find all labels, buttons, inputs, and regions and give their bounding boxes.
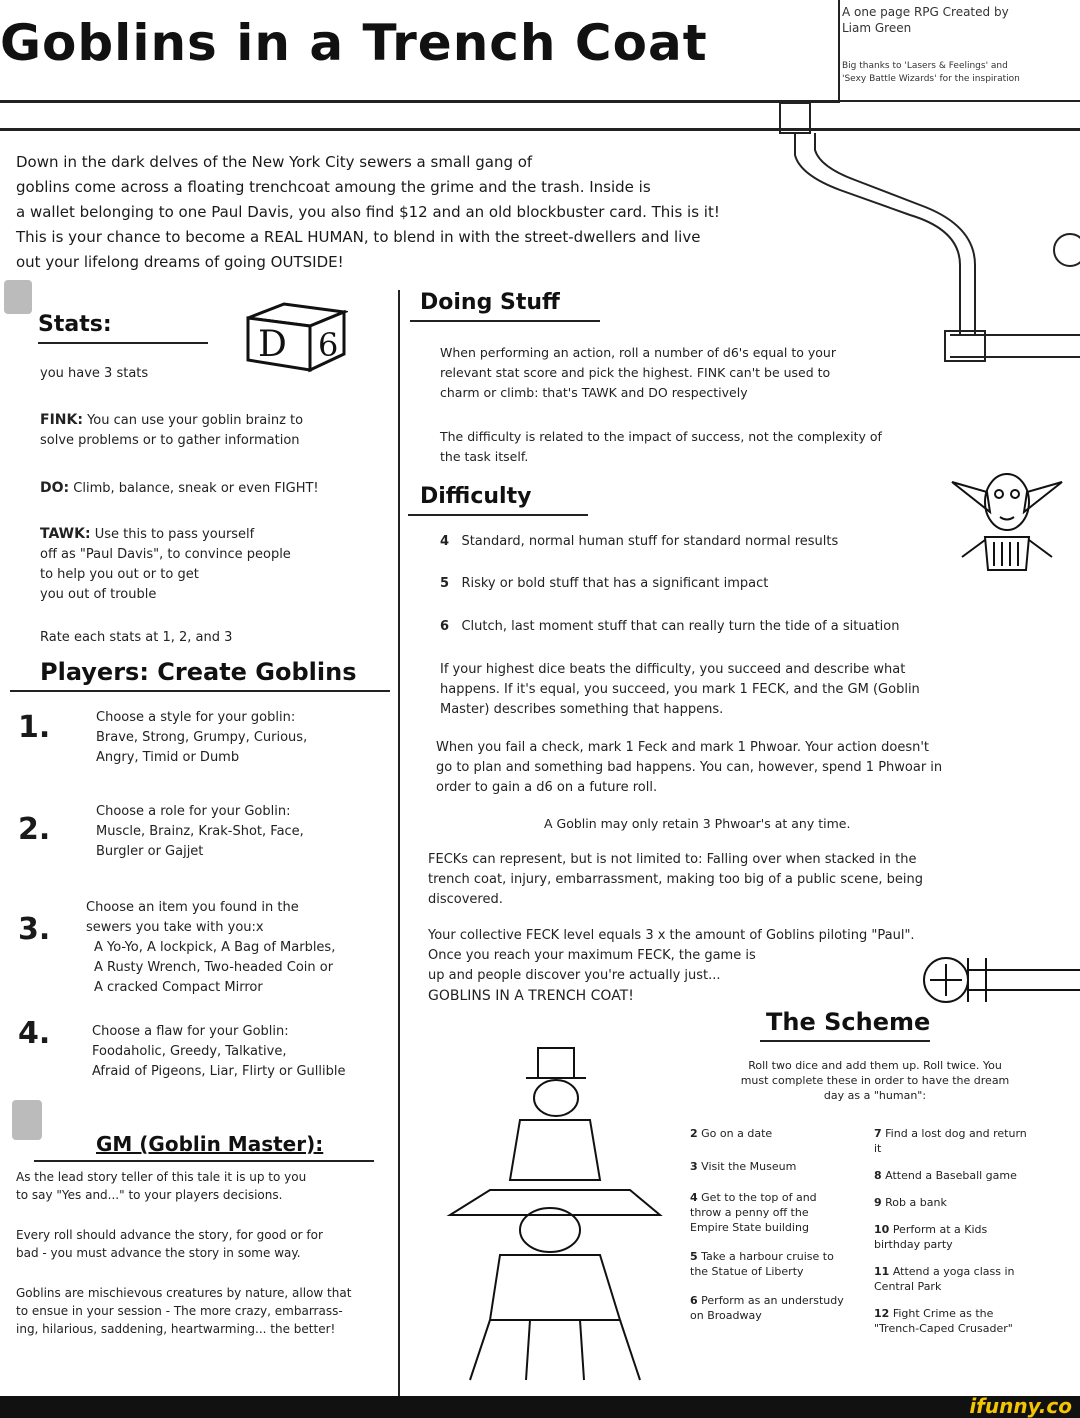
header-divider — [838, 0, 840, 103]
heading-underline — [760, 1040, 930, 1042]
phwoar-limit: A Goblin may only retain 3 Phwoar's at any time. — [544, 816, 851, 831]
difficulty-heading: Difficulty — [420, 484, 532, 509]
page-title: Goblins in a Trench Coat — [0, 14, 708, 72]
stats-heading: Stats: — [38, 312, 112, 337]
paper-icon — [12, 1100, 42, 1140]
step-3-lead: Choose an item you found in the — [86, 900, 299, 915]
scheme-intro: Roll two dice and add them up. Roll twice. You must complete these in order to have the dream day as a "human": — [740, 1059, 1010, 1102]
step-number: 4. — [18, 1016, 51, 1051]
scheme-item: 8 Attend a Baseball game — [874, 1169, 1017, 1182]
svg-text:D: D — [258, 324, 287, 365]
stat-do: DO: Climb, balance, sneak or even FIGHT! — [40, 480, 319, 496]
valve-illustration — [916, 940, 1080, 1040]
thanks-line: Big thanks to 'Lasers & Feelings' and — [842, 61, 1008, 71]
success-text: If your highest dice beats the difficulty, you succeed and describe what happens. If it's equal, you succeed, you mark 1 FECK, and the GM (Goblin Master) describes something that happens. — [440, 662, 920, 717]
d6-die-icon — [240, 294, 348, 374]
feck-level-text: Your collective FECK level equals 3 x the amount of Goblins piloting "Paul". Once you reach your maximum FECK, the game is up and people discover you're actually just... GOBLINS IN A TRENCH COAT! — [428, 928, 915, 1004]
scheme-list-left — [690, 1126, 850, 1323]
header-rule — [0, 100, 838, 103]
gm-text: As the lead story teller of this tale it is up to you to say "Yes and..." to your players decisions. Every roll should advance the story, for good or for bad - you must advance the story in some way. Goblins are mischievous creatures by nature, allow that to ensue in your session - The more crazy, embarrass- ing, hilarious, saddening, heartwarming... the better! — [16, 1170, 352, 1336]
stats-intro: you have 3 stats — [40, 366, 149, 381]
goblins-in-trenchcoat-illustration — [430, 1040, 680, 1390]
scheme-item: 4 Get to the top of and throw a penny off the Empire State building — [690, 1191, 817, 1234]
stat-fink: FINK: You can use your goblin brainz to solve problems or to gather information — [40, 412, 304, 448]
scheme-item: 6 Perform as an understudy on Broadway — [690, 1294, 844, 1322]
scheme-item: 9 Rob a bank — [874, 1196, 947, 1209]
scheme-item: 5 Take a harbour cruise to the Statue of Liberty — [690, 1250, 834, 1278]
doing-text: When performing an action, roll a number of d6's equal to your relevant stat score and pick the highest. FINK can't be used to charm or climb: that's TAWK and DO respectively — [440, 345, 836, 400]
scheme-item: 11 Attend a yoga class in Central Park — [874, 1265, 1015, 1293]
scheme-item: 2 Go on a date — [690, 1127, 773, 1140]
doing-heading: Doing Stuff — [420, 290, 560, 315]
feck-text: FECKs can represent, but is not limited to: Falling over when stacked in the trench coat, injury, embarrassment, making too big of a public scene, being discovered. — [428, 852, 924, 907]
scheme-heading: The Scheme — [766, 1008, 931, 1036]
step-number: 1. — [18, 710, 51, 745]
credit-block — [842, 4, 1078, 86]
step-2: Choose a role for your Goblin: Muscle, Brainz, Krak-Shot, Face, Burgler or Gajjet — [96, 804, 304, 859]
difficulty-row: 6 Clutch, last moment stuff that can really turn the tide of a situation — [440, 619, 900, 634]
difficulty-row: 5 Risky or bold stuff that has a significant impact — [440, 576, 769, 591]
heading-underline — [408, 514, 588, 516]
step-4: Choose a flaw for your Goblin: Foodaholic, Greedy, Talkative, Afraid of Pigeons, Liar, Flirty or Gullible — [92, 1024, 346, 1079]
heading-underline — [34, 1160, 374, 1162]
difficulty-row: 4 Standard, normal human stuff for standard normal results — [440, 534, 839, 549]
gm-heading: GM (Goblin Master): — [96, 1132, 324, 1156]
heading-underline — [38, 342, 208, 344]
credit-line: A one page RPG Created by — [842, 5, 1009, 19]
scheme-item: 7 Find a lost dog and return it — [874, 1127, 1027, 1155]
scheme-item: 3 Visit the Museum — [690, 1160, 797, 1173]
watermark-logo: ifunny.co — [969, 1394, 1072, 1418]
step-1: Choose a style for your goblin: Brave, Strong, Grumpy, Curious, Angry, Timid or Dumb — [96, 710, 308, 765]
author-name: Liam Green — [842, 21, 912, 35]
svg-text:6: 6 — [318, 326, 339, 364]
goblin-face-illustration — [942, 462, 1072, 592]
paper-icon — [4, 280, 32, 314]
column-divider — [398, 290, 400, 1396]
step-number: 3. — [18, 912, 51, 947]
stats-rate: Rate each stats at 1, 2, and 3 — [40, 630, 233, 645]
thanks-line: 'Sexy Battle Wizards' for the inspiration — [842, 74, 1020, 84]
step-number: 2. — [18, 812, 51, 847]
scheme-item: 10 Perform at a Kids birthday party — [874, 1223, 988, 1251]
players-heading: Players: Create Goblins — [40, 658, 357, 686]
scheme-list-right — [874, 1126, 1034, 1336]
heading-underline — [410, 320, 600, 322]
footer-bar — [0, 1396, 1080, 1418]
intro-text: Down in the dark delves of the New York City sewers a small gang of goblins come across a floating trenchcoat amoung the grime and the trash. Inside is a wallet belonging to one Paul Davis, you also find $12 and an old blockbuster card. This is it! This is your chance to become a REAL HUMAN, to blend in with the street-dwellers and live out your lifelong dreams of going OUTSIDE! — [16, 153, 720, 271]
doing-text-2: The difficulty is related to the impact of success, not the complexity of the task itself. — [440, 429, 882, 464]
fail-text: When you fail a check, mark 1 Feck and mark 1 Phwoar. Your action doesn't go to plan and something bad happens. You can, however, spend 1 Phwoar in order to gain a d6 on a future roll. — [436, 740, 943, 795]
step-3: sewers you take with you:x A Yo-Yo, A lockpick, A Bag of Marbles, A Rusty Wrench, Two-headed Coin or A cracked Compact Mirror — [86, 920, 336, 995]
heading-underline — [10, 690, 390, 692]
scheme-item: 12 Fight Crime as the "Trench-Caped Crusader" — [874, 1307, 1013, 1335]
stat-tawk: TAWK: Use this to pass yourself off as "Paul Davis", to convince people to help you out or to get you out of trouble — [40, 526, 291, 602]
